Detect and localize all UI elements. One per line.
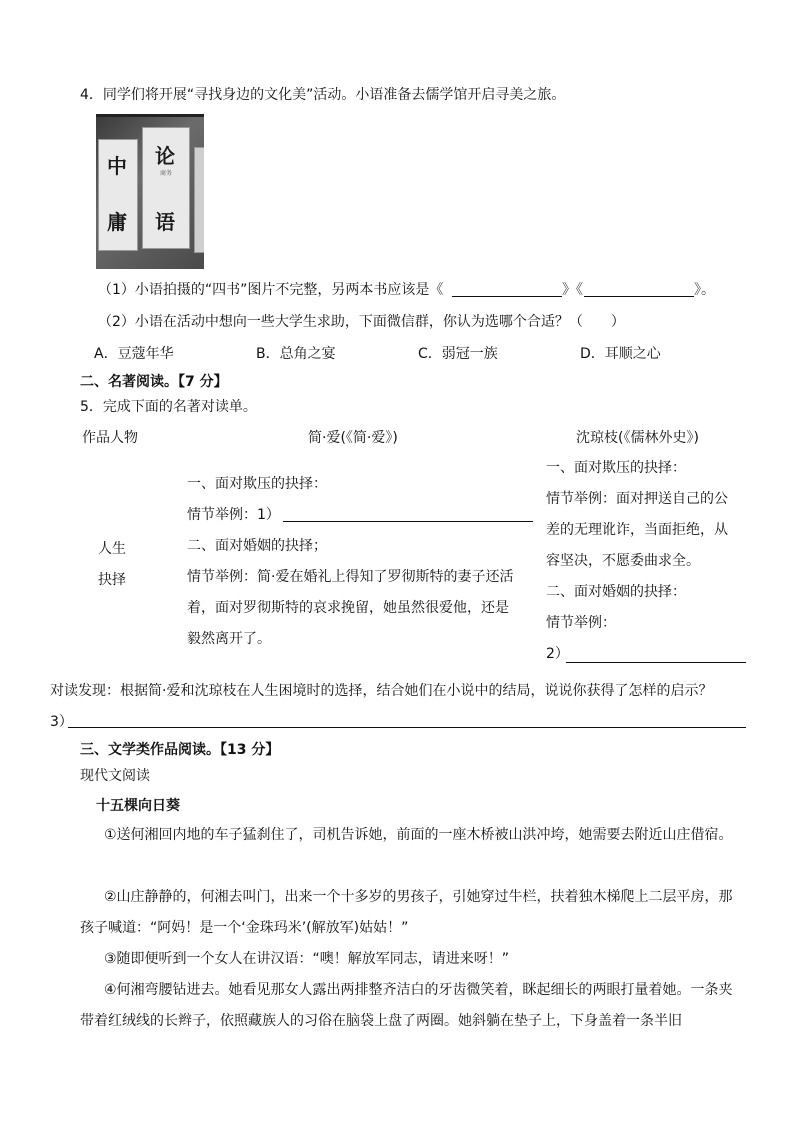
blank-book-2[interactable]: [584, 296, 694, 297]
q4-stem: 4．同学们将开展“寻找身边的文化美”活动。小语准备去儒学馆开启寻美之旅。: [80, 87, 566, 103]
jane-line-5: 着，面对罗彻斯特的哀求挽留，她虽然很爱他，还是: [187, 600, 509, 616]
section2-heading: 二、名著阅读。【7 分】: [80, 374, 228, 390]
jane-line-1: 一、面对欺压的抉择：: [187, 476, 327, 492]
q5-stem: 5．完成下面的名著对读单。: [80, 399, 257, 415]
option-b[interactable]: B．总角之宴: [256, 346, 336, 362]
shen-line-5: 二、面对婚姻的抉择：: [546, 584, 686, 600]
photo-char-zhong: 中: [107, 154, 127, 178]
row-label-line2: 抉择: [98, 572, 126, 588]
jane-line-2: 情节举例：1）: [187, 507, 280, 523]
photo-small-text: 商务: [160, 170, 173, 177]
section3-subheading: 现代文阅读: [80, 768, 150, 784]
table-header-character: 作品人物: [82, 430, 138, 446]
table-header-jane: 简·爱(《简·爱》): [308, 430, 398, 446]
photo-char-yong: 庸: [107, 210, 127, 234]
option-d[interactable]: D．耳顺之心: [580, 346, 661, 362]
blank-answer-2[interactable]: [566, 662, 746, 663]
book-zhongyong: [98, 139, 138, 251]
passage-title: 十五棵向日葵: [96, 798, 180, 814]
shen-line-7: 2）: [546, 646, 569, 662]
blank-book-1[interactable]: [452, 296, 562, 297]
section3-heading: 三、文学类作品阅读。【13 分】: [80, 742, 280, 758]
passage-paragraph-1: ①送何湘回内地的车子猛刹住了，司机告诉她，前面的一座木桥被山洪冲垮，她需要去附近山庄借宿。: [104, 827, 733, 843]
jane-line-4: 情节举例：简·爱在婚礼上得知了罗彻斯特的妻子还活: [187, 569, 514, 585]
option-c[interactable]: C．弱冠一族: [418, 346, 498, 362]
four-books-photo: [96, 114, 204, 269]
passage-paragraph-4: ④何湘弯腰钻进去。她看见那女人露出两排整齐洁白的牙齿微笑着，眯起细长的两眼打量着她。一条夹带着红绒线的长辫子，依照藏族人的习俗在脑袋上盘了两圈。她斜躺在垫子上，下身盖着一条半旧: [80, 982, 733, 1029]
option-a[interactable]: A．豆蔻年华: [94, 346, 174, 362]
passage-paragraph-2: ②山庄静静的，何湘去叫门，出来一个十多岁的男孩子，引她穿过牛栏，扶着独木梯爬上二层平房，那孩子喊道：“阿妈！是一个‘金珠玛米’(解放军)姑姑！”: [80, 889, 733, 936]
photo-char-yu: 语: [155, 210, 175, 234]
jane-line-6: 毅然离开了。: [187, 631, 271, 647]
book-lunyu: [142, 127, 190, 249]
passage-paragraph-3: ③随即便听到一个女人在讲汉语：“噢！解放军同志，请进来呀！”: [104, 951, 510, 967]
q4-sub1-end: 》。: [694, 282, 715, 298]
shen-line-6: 情节举例：: [546, 615, 616, 631]
blank-answer-1[interactable]: [283, 521, 533, 522]
q4-sub2: （2）小语在活动中想向一些大学生求助，下面微信群，你认为选哪个合适？（ ）: [98, 314, 625, 330]
table-header-shen: 沈琼枝(《儒林外史》): [576, 430, 699, 446]
shen-line-2: 情节举例：面对押送自己的公: [546, 491, 728, 507]
shen-line-4: 容坚决，不愿委曲求全。: [546, 553, 700, 569]
q4-sub1-prefix: （1）小语拍摄的“四书”图片不完整，另两本书应该是《: [98, 282, 444, 298]
discovery-prompt: 对读发现：根据简·爱和沈琼枝在人生困境时的选择，结合她们在小说中的结局，说说你获得了怎样的启示？: [50, 683, 713, 699]
photo-char-lun: 论: [155, 144, 175, 168]
q4-sub1-mid: 》《: [562, 282, 583, 298]
book-edge: [194, 147, 204, 253]
answer-3-label: 3）: [50, 714, 73, 730]
shen-line-3: 差的无理讹诈，当面拒绝，从: [546, 522, 728, 538]
jane-line-3: 二、面对婚姻的抉择；: [187, 538, 327, 554]
shen-line-1: 一、面对欺压的抉择：: [546, 460, 686, 476]
row-label-line1: 人生: [98, 541, 126, 557]
blank-answer-3[interactable]: [68, 727, 746, 728]
